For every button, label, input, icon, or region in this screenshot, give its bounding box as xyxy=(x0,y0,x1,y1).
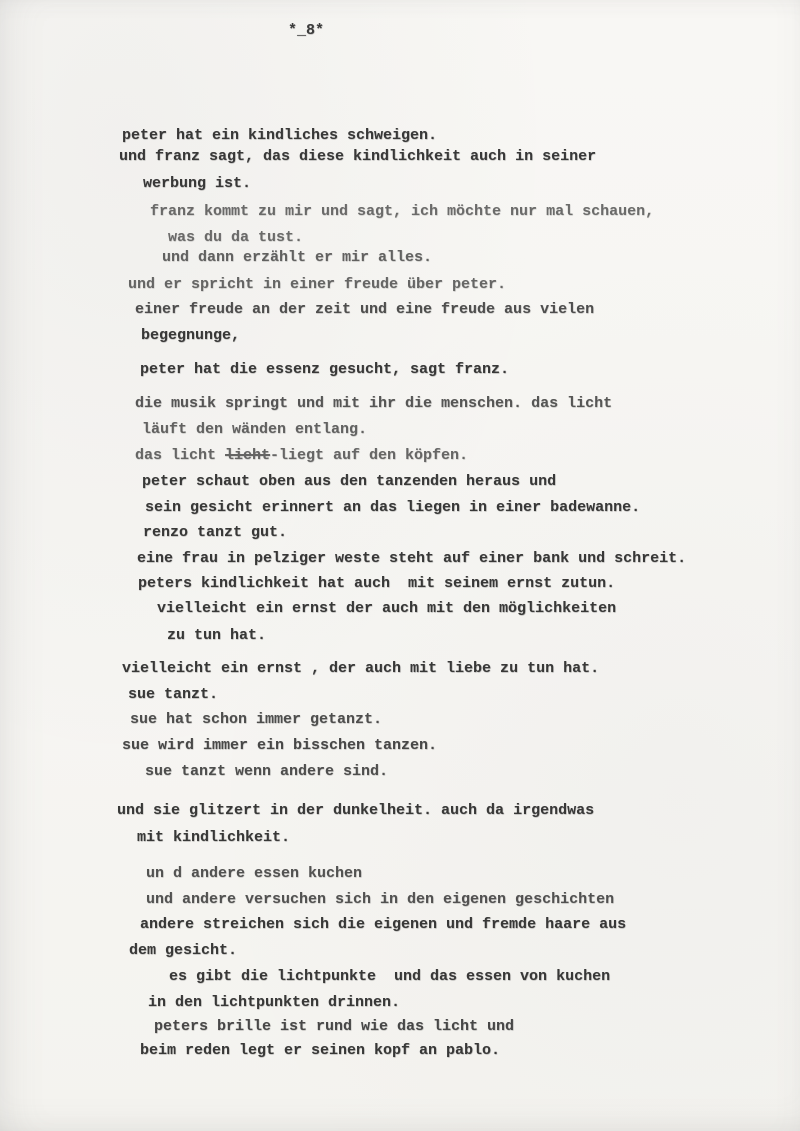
text-line: sue tanzt. xyxy=(128,686,219,703)
text-line: peter schaut oben aus den tanzenden heraus und xyxy=(142,473,557,490)
text-line: franz kommt zu mir und sagt, ich möchte nur mal schauen, xyxy=(150,203,655,220)
text-line: peter hat die essenz gesucht, sagt franz. xyxy=(140,361,510,378)
text-line: vielleicht ein ernst der auch mit den möglichkeiten xyxy=(157,600,617,617)
text-line: peters brille ist rund wie das licht und xyxy=(154,1018,515,1035)
text-line: einer freude an der zeit und eine freude aus vielen xyxy=(135,301,595,318)
text-line: peter hat ein kindliches schweigen. xyxy=(122,127,438,144)
text-line: zu tun hat. xyxy=(167,627,267,644)
text-line: läuft den wänden entlang. xyxy=(142,421,368,438)
text-line: sue wird immer ein bisschen tanzen. xyxy=(122,737,438,754)
text-line: werbung ist. xyxy=(143,175,252,192)
text-line: und dann erzählt er mir alles. xyxy=(162,249,433,266)
struck-out-word: lieht xyxy=(225,447,271,464)
text-line: sein gesicht erinnert an das liegen in einer badewanne. xyxy=(145,499,641,516)
text-line: das licht lieht-liegt auf den köpfen. xyxy=(135,447,469,464)
text-line: und andere versuchen sich in den eigenen geschichten xyxy=(146,891,615,908)
text-line: die musik springt und mit ihr die menschen. das licht xyxy=(135,395,613,412)
text-line: peters kindlichkeit hat auch mit seinem ernst zutun. xyxy=(138,575,616,592)
text-line: eine frau in pelziger weste steht auf einer bank und schreit. xyxy=(137,550,687,567)
text-line: es gibt die lichtpunkte und das essen von kuchen xyxy=(169,968,611,985)
text-line: dem gesicht. xyxy=(129,942,238,959)
text-line: in den lichtpunkten drinnen. xyxy=(148,994,401,1011)
text-line: un d andere essen kuchen xyxy=(146,865,363,882)
page-number: *_8* xyxy=(288,22,325,39)
text-line: sue tanzt wenn andere sind. xyxy=(145,763,389,780)
text-line: begegnunge, xyxy=(141,327,241,344)
text-line: sue hat schon immer getanzt. xyxy=(130,711,383,728)
text-line: andere streichen sich die eigenen und fremde haare aus xyxy=(140,916,627,933)
text-line: vielleicht ein ernst , der auch mit liebe zu tun hat. xyxy=(122,660,600,677)
text-line: was du da tust. xyxy=(168,229,304,246)
text-line: beim reden legt er seinen kopf an pablo. xyxy=(140,1042,501,1059)
text-line: und franz sagt, das diese kindlichkeit auch in seiner xyxy=(119,148,597,165)
text-line: und sie glitzert in der dunkelheit. auch da irgendwas xyxy=(117,802,595,819)
text-line: mit kindlichkeit. xyxy=(137,829,291,846)
text-line: und er spricht in einer freude über peter. xyxy=(128,276,507,293)
text-line: renzo tanzt gut. xyxy=(143,524,288,541)
